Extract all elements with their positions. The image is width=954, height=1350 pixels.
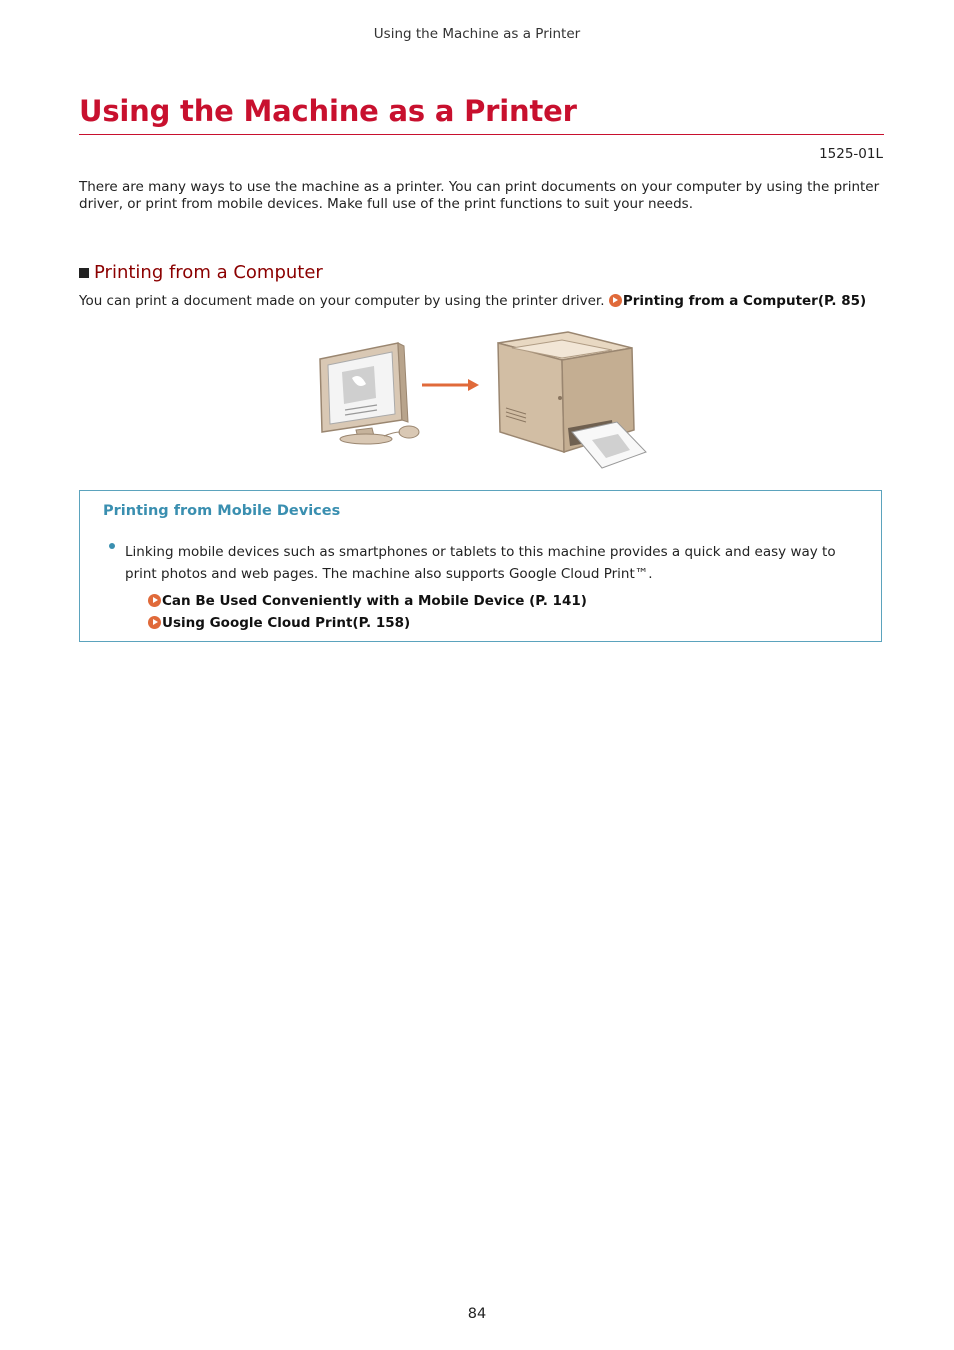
document-id: 1525-01L	[819, 146, 883, 162]
printer-icon	[498, 332, 646, 468]
note-title: Printing from Mobile Devices	[103, 503, 341, 519]
section-paragraph	[79, 293, 866, 309]
page-number: 84	[467, 1306, 487, 1322]
link-arrow-icon	[148, 616, 161, 629]
section-heading-text: Printing from a Computer	[94, 262, 323, 283]
computer-icon	[320, 343, 419, 444]
link-arrow-icon	[609, 294, 622, 307]
intro-paragraph: There are many ways to use the machine as a printer. You can print documents on your computer by using the printer driver, or print from mobile devices. Make full use of the print functions to suit your needs.	[79, 179, 880, 212]
note-links	[148, 590, 587, 634]
note-link-row	[148, 590, 587, 612]
note-link-row	[148, 612, 587, 634]
running-header: Using the Machine as a Printer	[373, 26, 581, 42]
section-heading	[79, 262, 323, 283]
bullet-dot-icon	[109, 543, 115, 549]
section-text: You can print a document made on your computer by using the printer driver.	[79, 293, 605, 309]
page-title: Using the Machine as a Printer	[79, 94, 577, 128]
link-arrow-icon	[148, 594, 161, 607]
square-bullet-icon	[79, 268, 89, 278]
google-cloud-print-link[interactable]	[148, 615, 410, 631]
link-label: Using Google Cloud Print(P. 158)	[162, 615, 411, 631]
mobile-device-link[interactable]	[148, 593, 587, 609]
right-arrow-icon	[422, 379, 479, 391]
note-bullet-text: Linking mobile devices such as smartphones or tablets to this machine provides a quick and easy way to print photos and web pages. The machine also supports Google Cloud Print™.	[125, 544, 836, 582]
computer-to-printer-illustration	[312, 328, 652, 473]
title-rule	[79, 134, 884, 135]
printing-from-computer-link[interactable]	[609, 293, 866, 309]
note-box	[79, 490, 882, 642]
link-label: Can Be Used Conveniently with a Mobile Device (P. 141)	[162, 593, 587, 609]
link-label: Printing from a Computer(P. 85)	[622, 293, 867, 309]
